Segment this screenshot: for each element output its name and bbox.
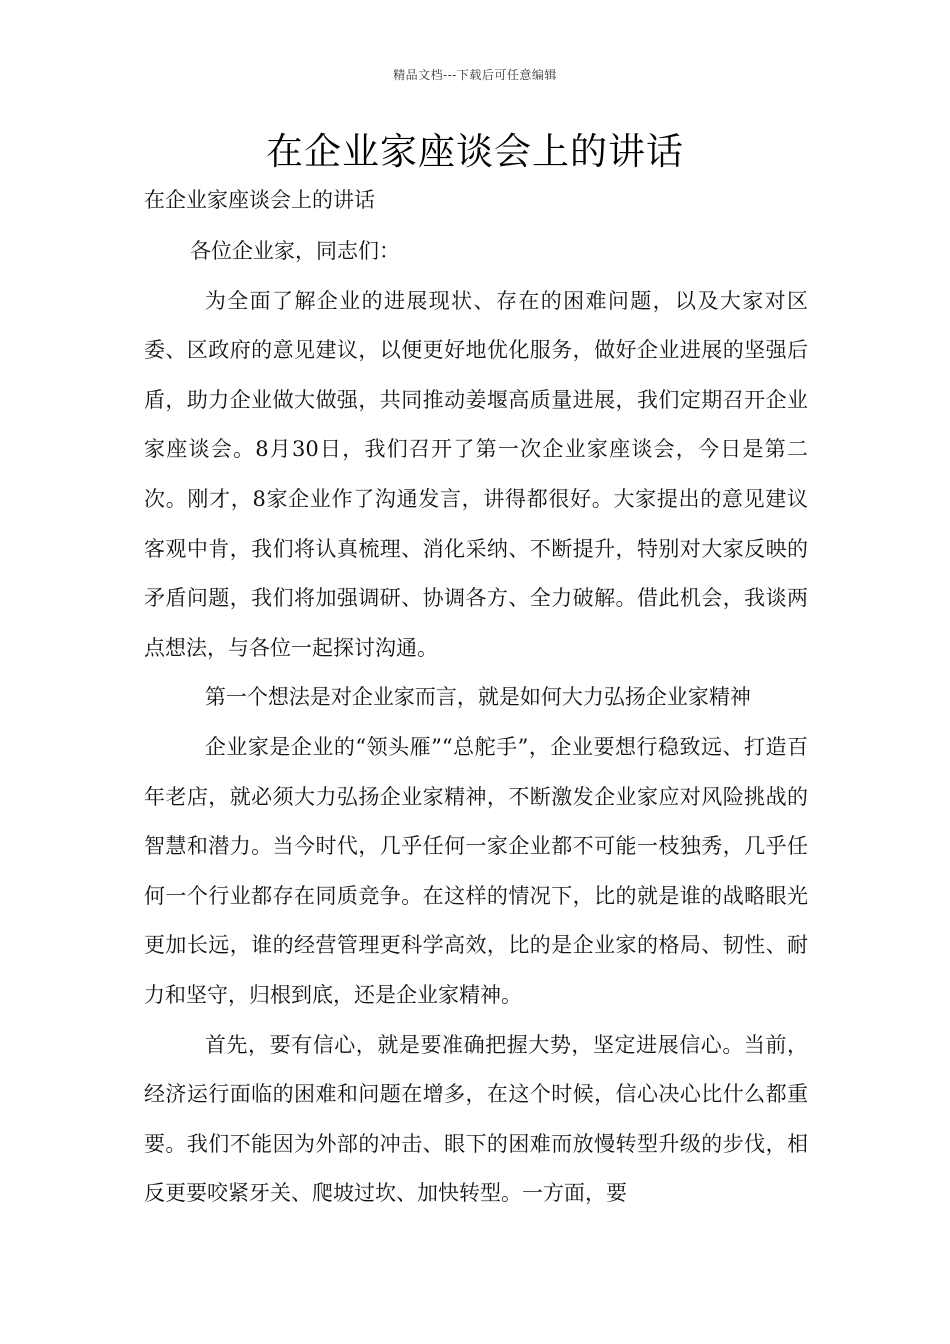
paragraph-heading-first-idea: 第一个想法是对企业家而言，就是如何大力弘扬企业家精神 bbox=[204, 685, 751, 710]
paragraph-confidence: 首先，要有信心，就是要准确把握大势，坚定进展信心。当前，经济运行面临的困难和问题在增多，在这个时候，信心决心比什么都重要。我们不能因为外部的冲击、眼下的困难而放慢转型升级的步伐，相反更要咬紧牙关、爬坡过坎、加快转型。一方面，要 bbox=[144, 1032, 808, 1206]
paragraph-entrepreneur-spirit: 企业家是企业的“领头雁”“总舵手”，企业要想行稳致远、打造百年老店，就必须大力弘扬企业家精神，不断激发企业家应对风险挑战的智慧和潜力。当今时代，几乎任何一家企业都不可能一枝独秀，几乎任何一个行业都存在同质竞争。在这样的情况下，比的就是谁的战略眼光更加长远，谁的经营管理更科学高效，比的是企业家的格局、韧性、耐力和坚守，归根到底，还是企业家精神。 bbox=[144, 734, 808, 1007]
header-note: 精品文档---下载后可任意编辑 bbox=[393, 68, 557, 82]
paragraph-intro: 为全面了解企业的进展现状、存在的困难问题，以及大家对区委、区政府的意见建议，以便更好地优化服务，做好企业进展的坚强后盾，助力企业做大做强，共同推动姜堰高质量进展，我们定期召开企业家座谈会。8月30日，我们召开了第一次企业家座谈会，今日是第二次。刚才，8家企业作了沟通发言，讲得都很好。大家提出的意见建议客观中肯，我们将认真梳理、消化采纳、不断提升，特别对大家反映的矛盾问题，我们将加强调研、协调各方、全力破解。借此机会，我谈两点想法，与各位一起探讨沟通。 bbox=[144, 288, 808, 660]
document-body bbox=[144, 227, 808, 1219]
salutation: 各位企业家，同志们： bbox=[190, 239, 400, 263]
document-title: 在企业家座谈会上的讲话 bbox=[266, 130, 684, 173]
document-subtitle: 在企业家座谈会上的讲话 bbox=[144, 188, 375, 212]
